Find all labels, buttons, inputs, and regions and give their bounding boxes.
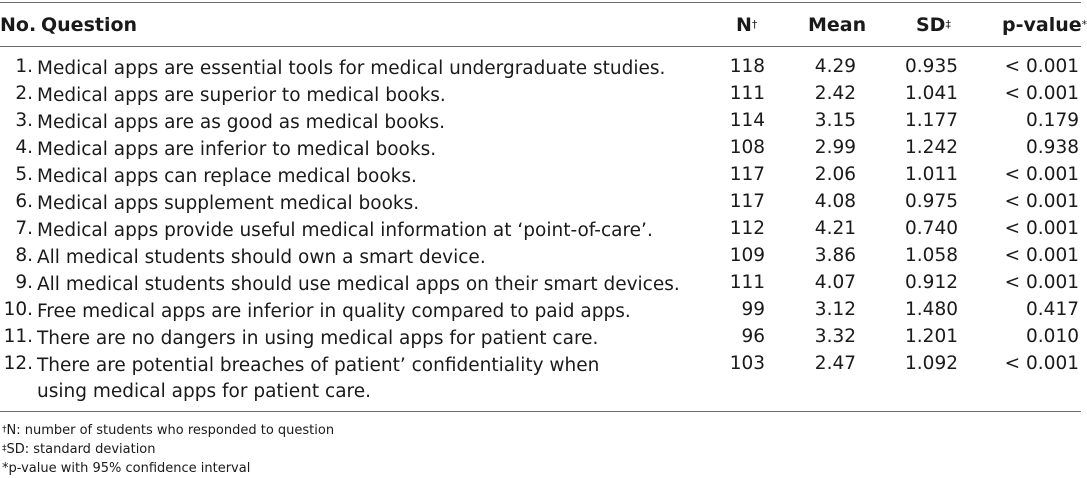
row-n: 117 <box>729 164 765 185</box>
header-n-footnote-mark: † <box>751 18 758 31</box>
row-mean: 3.86 <box>814 245 856 266</box>
row-question: All medical students should use medical apps on their smart devices. <box>37 274 680 295</box>
row-question: There are potential breaches of patient’ confidentiality when using medical apps for patient care. <box>37 355 600 402</box>
header-n <box>736 14 757 36</box>
row-sd: 1.177 <box>905 110 958 131</box>
row-p-value: < 0.001 <box>1004 218 1079 239</box>
row-p-value: < 0.001 <box>1004 164 1079 185</box>
footnote <box>2 441 334 460</box>
header-n-label: N <box>736 14 752 36</box>
table-row <box>0 272 1081 299</box>
row-p-value: 0.179 <box>1026 110 1079 131</box>
top-rule <box>0 2 1081 3</box>
row-n: 108 <box>729 137 765 158</box>
row-mean: 4.07 <box>814 272 856 293</box>
row-n: 111 <box>729 272 765 293</box>
header-rule <box>0 46 1081 47</box>
row-p-value: < 0.001 <box>1004 56 1079 77</box>
row-number: 5. <box>15 164 33 185</box>
header-p-value <box>1002 14 1087 36</box>
row-question: Medical apps are superior to medical books. <box>37 85 446 106</box>
row-p-value: 0.417 <box>1026 299 1079 320</box>
row-question: Medical apps supplement medical books. <box>37 193 420 214</box>
header-mean: Mean <box>808 14 867 36</box>
row-question: Medical apps are as good as medical books. <box>37 112 446 133</box>
row-question: Medical apps can replace medical books. <box>37 166 417 187</box>
table-row <box>0 326 1081 353</box>
row-n: 99 <box>741 299 765 320</box>
table-footnotes <box>2 422 334 478</box>
row-p-value: 0.010 <box>1026 326 1079 347</box>
table-row <box>0 299 1081 326</box>
row-sd: 1.058 <box>905 245 958 266</box>
row-n: 117 <box>729 191 765 212</box>
row-p-value: 0.938 <box>1026 137 1079 158</box>
table-row <box>0 353 1081 407</box>
table-header <box>0 4 1087 44</box>
row-mean: 2.42 <box>814 83 856 104</box>
row-mean: 4.29 <box>814 56 856 77</box>
row-mean: 4.21 <box>814 218 856 239</box>
row-p-value: < 0.001 <box>1004 272 1079 293</box>
footnote-text: N: number of students who responded to question <box>6 423 335 438</box>
row-number: 3. <box>15 110 33 131</box>
row-p-value: < 0.001 <box>1004 353 1079 374</box>
row-question: Medical apps are essential tools for medical undergraduate studies. <box>37 58 666 79</box>
row-number: 7. <box>15 218 33 239</box>
row-p-value: < 0.001 <box>1004 191 1079 212</box>
table-row <box>0 191 1081 218</box>
row-sd: 1.011 <box>905 164 958 185</box>
row-n: 96 <box>741 326 765 347</box>
footnote-mark: † <box>2 425 7 435</box>
table-row <box>0 137 1081 164</box>
table-row <box>0 56 1081 83</box>
row-question: All medical students should own a smart device. <box>37 247 486 268</box>
row-number: 1. <box>15 56 33 77</box>
row-number: 2. <box>15 83 33 104</box>
row-sd: 0.912 <box>905 272 958 293</box>
bottom-rule <box>0 411 1081 412</box>
row-number: 11. <box>3 326 33 347</box>
footnote-text: SD: standard deviation <box>6 442 156 457</box>
footnote <box>2 460 334 478</box>
row-question: Medical apps are inferior to medical books. <box>37 139 437 160</box>
row-p-value: < 0.001 <box>1004 245 1079 266</box>
row-n: 103 <box>729 353 765 374</box>
row-sd: 1.041 <box>905 83 958 104</box>
row-sd: 0.975 <box>905 191 958 212</box>
footnote-mark: * <box>2 461 9 476</box>
row-n: 114 <box>729 110 765 131</box>
row-mean: 3.12 <box>814 299 856 320</box>
row-number: 12. <box>3 353 33 374</box>
table-body <box>0 56 1081 407</box>
row-n: 111 <box>729 83 765 104</box>
footnote-text: p-value with 95% confidence interval <box>8 461 251 476</box>
row-mean: 2.99 <box>814 137 856 158</box>
header-no: No. <box>0 14 37 36</box>
row-mean: 4.08 <box>814 191 856 212</box>
row-sd: 0.935 <box>905 56 958 77</box>
row-sd: 0.740 <box>905 218 958 239</box>
row-number: 9. <box>15 272 33 293</box>
row-mean: 3.15 <box>814 110 856 131</box>
row-number: 8. <box>15 245 33 266</box>
header-p-label: p-value <box>1002 14 1082 36</box>
row-sd: 1.092 <box>905 353 958 374</box>
row-number: 6. <box>15 191 33 212</box>
table-row <box>0 245 1081 272</box>
row-n: 118 <box>729 56 765 77</box>
row-number: 10. <box>3 299 33 320</box>
header-question: Question <box>41 14 138 36</box>
row-n: 112 <box>729 218 765 239</box>
header-p-footnote-mark: * <box>1081 18 1087 31</box>
row-sd: 1.480 <box>905 299 958 320</box>
header-sd-label: SD <box>916 14 946 36</box>
header-sd <box>916 14 951 36</box>
row-mean: 2.06 <box>814 164 856 185</box>
row-number: 4. <box>15 137 33 158</box>
row-p-value: < 0.001 <box>1004 83 1079 104</box>
table-row <box>0 164 1081 191</box>
footnote <box>2 422 334 441</box>
row-mean: 2.47 <box>814 353 856 374</box>
table-row <box>0 110 1081 137</box>
row-question: Medical apps provide useful medical information at ‘point-of-care’. <box>37 220 653 241</box>
table-row <box>0 83 1081 110</box>
row-sd: 1.242 <box>905 137 958 158</box>
row-question: Free medical apps are inferior in quality compared to paid apps. <box>37 301 631 322</box>
row-sd: 1.201 <box>905 326 958 347</box>
row-question: There are no dangers in using medical apps for patient care. <box>37 328 599 349</box>
footnote-mark: ‡ <box>2 444 7 454</box>
header-sd-footnote-mark: ‡ <box>945 18 951 31</box>
row-n: 109 <box>729 245 765 266</box>
row-mean: 3.32 <box>814 326 856 347</box>
table-row <box>0 218 1081 245</box>
